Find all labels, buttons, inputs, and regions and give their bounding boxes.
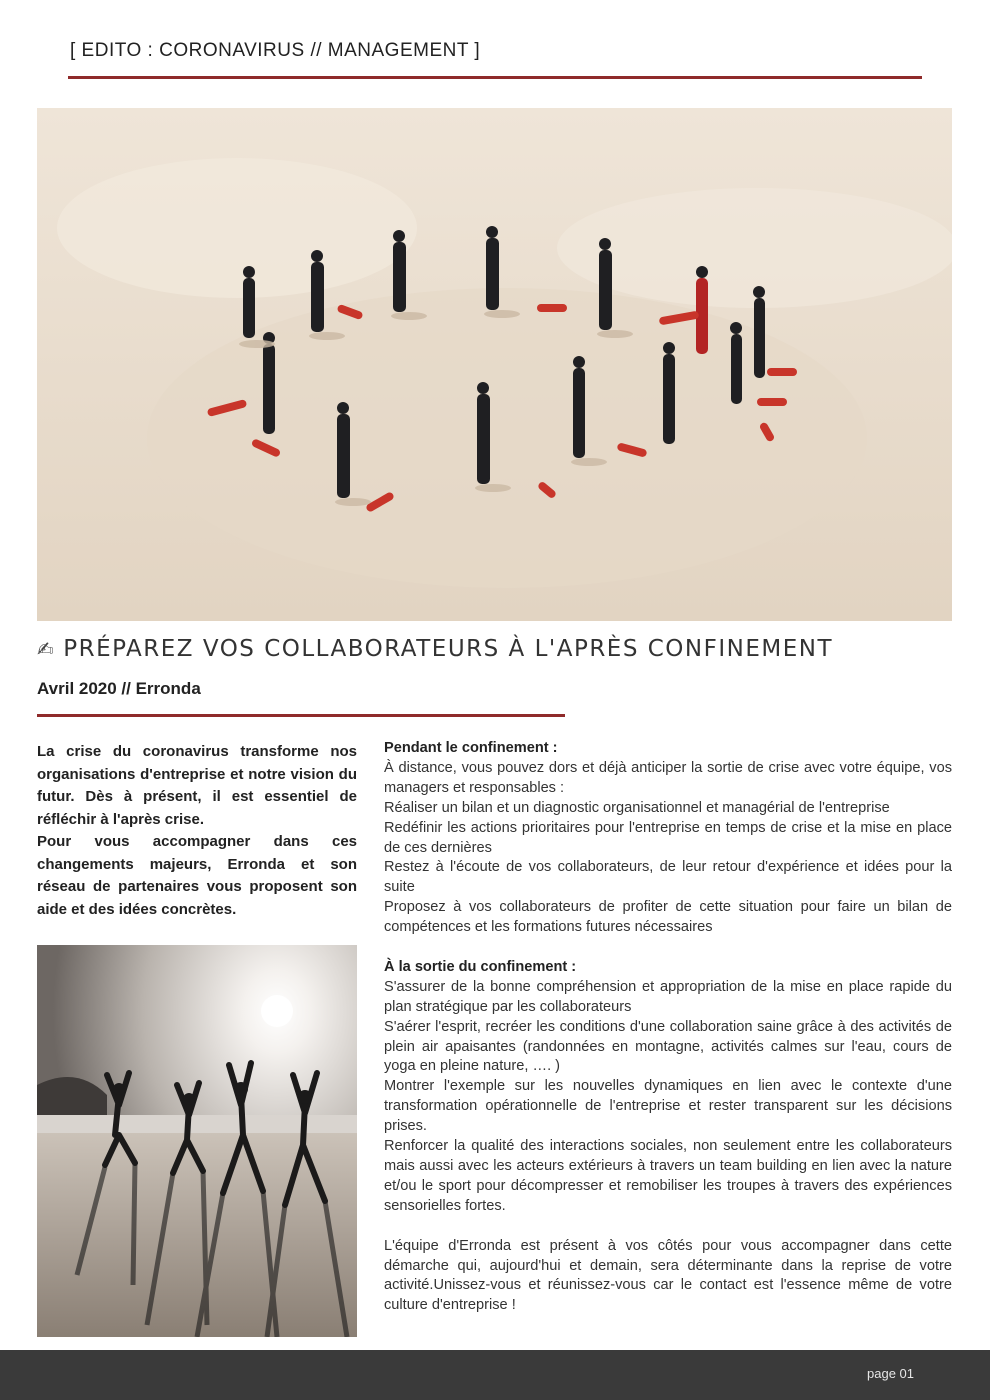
intro-paragraph-2: Pour vous accompagner dans ces changements majeurs, Erronda et son réseau de partenaires vous proposent son aide et des idées concrètes. <box>37 833 357 918</box>
list-item: S'aérer l'esprit, recréer les conditions d'une collaboration saine grâce à des activités de plein air apaisantes (randonnées en montagne, activités calmes sur l'eau, cours de yoga en pleine nature, …. ) <box>384 1018 952 1075</box>
yoga-image <box>37 945 357 1337</box>
spacer <box>384 938 952 958</box>
section-title-after: À la sortie du confinement : <box>384 958 577 975</box>
beach-yoga-illustration <box>37 945 357 1337</box>
page-footer <box>0 1350 990 1400</box>
article-headline <box>37 636 952 662</box>
list-item: Redéfinir les actions prioritaires pour l'entreprise en temps de crise et la mise en place de ces dernières <box>384 819 952 856</box>
hero-image <box>37 108 952 621</box>
list-item: Proposez à vos collaborateurs de profiter de cette situation pour faire un bilan de compétences et les formations futures nécessaires <box>384 899 952 936</box>
writing-hand-icon: ✍ <box>37 637 56 661</box>
list-item: Réaliser un bilan et un diagnostic organisationnel et managérial de l'entreprise <box>384 799 890 816</box>
list-item: Renforcer la qualité des interactions sociales, non seulement entre les collaborateurs mais aussi avec les acteurs extérieurs à travers un team building en lien avec la nature et/ou le sport pour décompresser et remobiliser les troupes à travers des expériences sensorielles fortes. <box>384 1138 952 1214</box>
article-dateline: Avril 2020 // Erronda <box>37 679 201 698</box>
list-item: Restez à l'écoute de vos collaborateurs, de leur retour d'expérience et idées pour la suite <box>384 859 952 896</box>
closing-paragraph: L'équipe d'Erronda est présent à vos côtés pour vous accompagner dans cette démarche qui, aujourd'hui et demain, sera déterminante dans la reprise de votre activité.Unissez-vous et réunissez-vous car le contact est l'essence même de votre culture d'entreprise ! <box>384 1237 952 1314</box>
list-item: À distance, vous pouvez dors et déjà anticiper la sortie de crise avec votre équipe, vos managers et responsables : <box>384 759 952 796</box>
page-number: page 01 <box>867 1366 914 1381</box>
intro-paragraph-1: La crise du coronavirus transforme nos organisations d'entreprise et notre vision du futur. Dès à présent, il est essentiel de réfléchir à l'après crise. <box>37 743 357 828</box>
page-header-title: [ EDITO : CORONAVIRUS // MANAGEMENT ] <box>70 40 481 61</box>
headline-text: PRÉPAREZ VOS COLLABORATEURS À L'APRÈS CONFINEMENT <box>63 636 833 662</box>
body-column <box>384 739 952 1316</box>
spacer <box>384 1217 952 1237</box>
headline-divider <box>37 714 565 717</box>
intro-text <box>37 741 357 921</box>
list-item: Montrer l'exemple sur les nouvelles dynamiques en lien avec le contexte d'une transformation opérationnelle de l'entreprise et rester transparent sur les décisions prises. <box>384 1078 952 1135</box>
header-divider <box>68 76 922 79</box>
section-title-during: Pendant le confinement : <box>384 740 558 756</box>
beach-circle-illustration <box>37 108 952 621</box>
list-item: S'assurer de la bonne compréhension et appropriation de la mise en place rapide du plan stratégique par les collaborateurs <box>384 978 952 1015</box>
